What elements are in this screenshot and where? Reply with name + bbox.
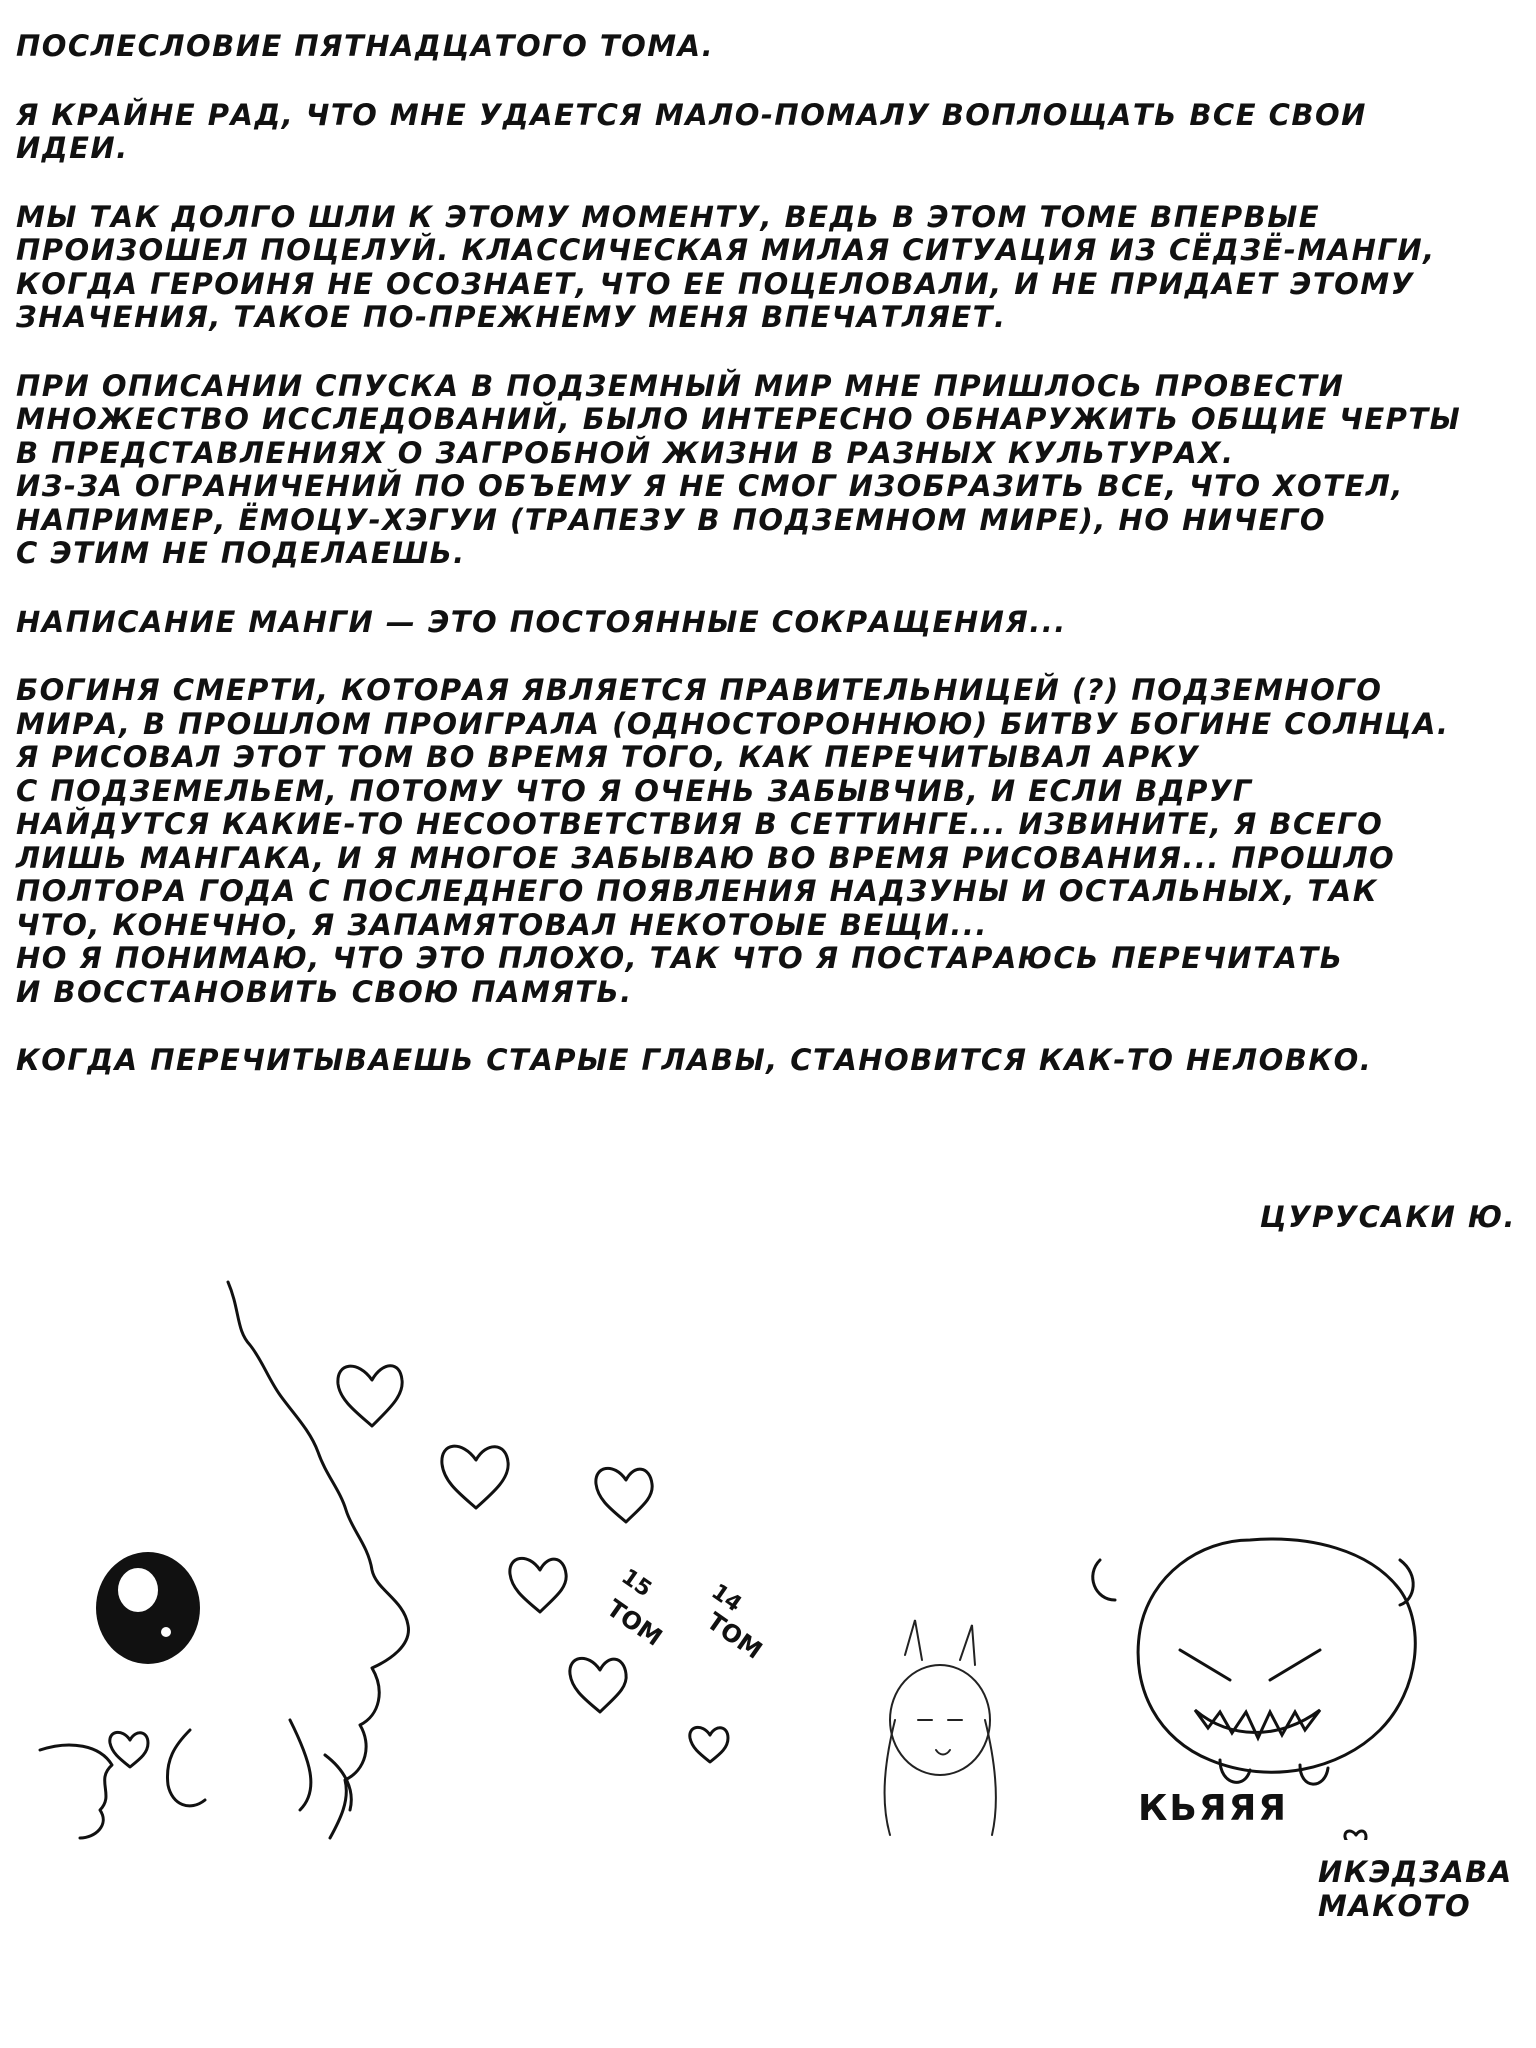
- angry-creature: [1093, 1539, 1416, 1784]
- heart-icon: [442, 1446, 508, 1508]
- heart-icon: [690, 1727, 728, 1762]
- assistant-signature: ИКЭДЗАВА МАКОТО: [1318, 1855, 1513, 1923]
- paragraph-3: ПРИ ОПИСАНИИ СПУСКА В ПОДЗЕМНЫЙ МИР МНЕ ПРИШЛОСЬ ПРОВЕСТИ МНОЖЕСТВО ИССЛЕДОВАНИЙ, БЫЛО ИНТЕРЕСНО ОБНАРУЖИТЬ ОБЩИЕ ЧЕРТЫ В ПРЕДСТАВЛЕНИЯХ О ЗАГРОБНОЙ ЖИЗНИ В РАЗНЫХ КУЛЬТУРАХ. ИЗ-ЗА ОГРАНИЧЕНИЙ ПО ОБЪЕМУ Я НЕ СМОГ ИЗОБРАЗИТЬ ВСЕ, ЧТО ХОТЕЛ, НАПРИМЕР, ЁМОЦУ-ХЭГУИ (ТРАПЕЗУ В ПОДЗЕМНОМ МИРЕ), НО НИЧЕГО С ЭТИМ НЕ ПОДЕЛАЕШЬ.: [16, 368, 1462, 570]
- author-signature: ЦУРУСАКИ Ю.: [1259, 1200, 1516, 1234]
- blob-creature-outline: [228, 1282, 408, 1838]
- heart-icon: [596, 1468, 652, 1522]
- paragraph-2: МЫ ТАК ДОЛГО ШЛИ К ЭТОМУ МОМЕНТУ, ВЕДЬ В ЭТОМ ТОМЕ ВПЕРВЫЕ ПРОИЗОШЕЛ ПОЦЕЛУЙ. КЛАССИЧЕСКАЯ МИЛАЯ СИТУАЦИЯ ИЗ СЁДЗЁ-МАНГИ, КОГДА ГЕРОИНЯ НЕ ОСОЗНАЕТ, ЧТО ЕЕ ПОЦЕЛОВАЛИ, И НЕ ПРИДАЕТ ЭТОМУ ЗНАЧЕНИЯ, ТАКОЕ ПО-ПРЕЖНЕМУ МЕНЯ ВПЕЧАТЛЯЕТ.: [16, 199, 1436, 334]
- sound-effect: КЬЯЯЯ: [1138, 1788, 1289, 1829]
- afterword-illustration: [0, 1260, 1536, 1840]
- heart-icon: [510, 1558, 566, 1612]
- blob-hand: [40, 1745, 112, 1838]
- paragraph-4: НАПИСАНИЕ МАНГИ — ЭТО ПОСТОЯННЫЕ СОКРАЩЕНИЯ...: [16, 604, 1067, 639]
- blob-mouth: [167, 1730, 205, 1806]
- heart-icon: [110, 1732, 148, 1767]
- volume-15-number: 15: [616, 1564, 656, 1603]
- volume-14-word: том: [701, 1606, 768, 1665]
- paragraph-5: БОГИНЯ СМЕРТИ, КОТОРАЯ ЯВЛЯЕТСЯ ПРАВИТЕЛЬНИЦЕЙ (?) ПОДЗЕМНОГО МИРА, В ПРОШЛОМ ПРОИГРАЛА (ОДНОСТОРОННЮЮ) БИТВУ БОГИНЕ СОЛНЦА. Я РИСОВАЛ ЭТОТ ТОМ ВО ВРЕМЯ ТОГО, КАК ПЕРЕЧИТЫВАЛ АРКУ С ПОДЗЕМЕЛЬЕМ, ПОТОМУ ЧТО Я ОЧЕНЬ ЗАБЫВЧИВ, И ЕСЛИ ВДРУГ НАЙДУТСЯ КАКИЕ-ТО НЕСООТВЕТСТВИЯ В СЕТТИНГЕ... ИЗВИНИТЕ, Я ВСЕГО ЛИШЬ МАНГАКА, И Я МНОГОЕ ЗАБЫВАЮ ВО ВРЕМЯ РИСОВАНИЯ... ПРОШЛО ПОЛТОРА ГОДА С ПОСЛЕДНЕГО ПОЯВЛЕНИЯ НАДЗУНЫ И ОСТАЛЬНЫХ, ТАК ЧТО, КОНЕЧНО, Я ЗАПАМЯТОВАЛ НЕКОТОЫЕ ВЕЩИ... НО Я ПОНИМАЮ, ЧТО ЭТО ПЛОХО, ТАК ЧТО Я ПОСТАРАЮСЬ ПЕРЕЧИТАТЬ И ВОССТАНОВИТЬ СВОЮ ПАМЯТЬ.: [16, 673, 1450, 1009]
- volume-15-word: том: [601, 1593, 668, 1652]
- afterword-title: ПОСЛЕСЛОВИЕ ПЯТНАДЦАТОГО ТОМА.: [16, 29, 715, 63]
- heart-icon: [1345, 1831, 1366, 1840]
- paragraph-6: КОГДА ПЕРЕЧИТЫВАЕШЬ СТАРЫЕ ГЛАВЫ, СТАНОВИТСЯ КАК-ТО НЕЛОВКО.: [16, 1043, 1373, 1077]
- heart-icon: [338, 1366, 402, 1426]
- heart-icon: [570, 1658, 626, 1712]
- blob-smile: [290, 1720, 311, 1810]
- afterword-text: [16, 30, 1516, 1113]
- blob-cheek-lines: [325, 1755, 351, 1810]
- blob-eye: [96, 1552, 200, 1664]
- volume-14-number: 14: [706, 1579, 746, 1618]
- paragraph-1: Я КРАЙНЕ РАД, ЧТО МНЕ УДАЕТСЯ МАЛО-ПОМАЛУ ВОПЛОЩАТЬ ВСЕ СВОИ ИДЕИ.: [16, 97, 1367, 165]
- girl-sketch: [885, 1620, 996, 1835]
